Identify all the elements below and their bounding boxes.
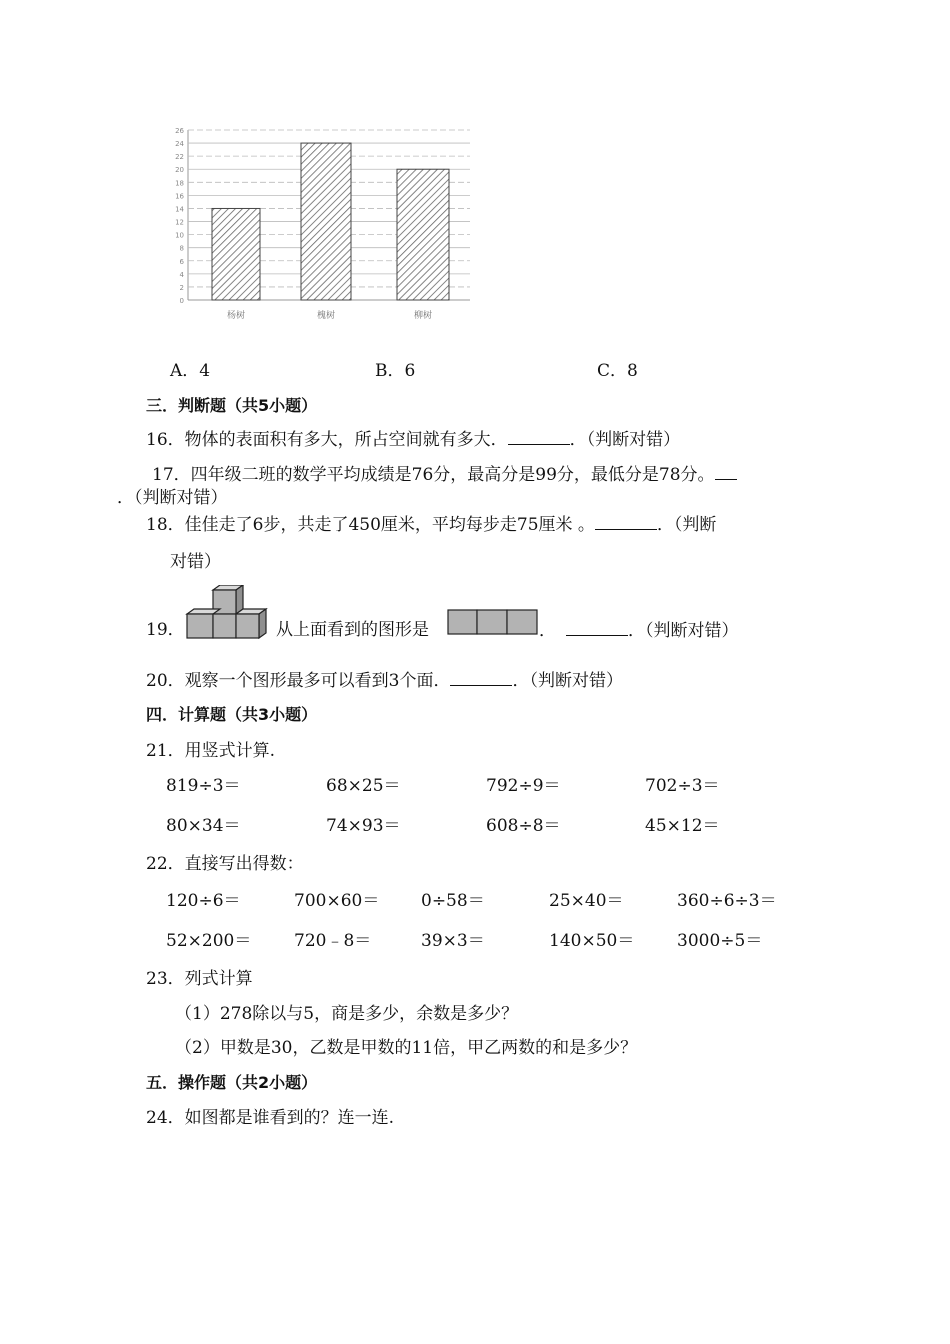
chart-bars: [212, 143, 449, 300]
q20-text: 20．观察一个图形最多可以看到3个面．: [146, 671, 451, 691]
cube-stack-figure: [184, 585, 274, 640]
q22-expr: 360÷6÷3＝: [677, 891, 777, 911]
chart-bar: [301, 143, 351, 300]
question-24: 24．如图都是谁看到的？连一连.: [146, 1108, 395, 1128]
chart-y-tick-label: 26: [175, 127, 184, 135]
q19-answer-blank[interactable]: [566, 619, 628, 636]
q17-text: 17．四年级二班的数学平均成绩是76分，最高分是99分，最低分是78分。: [152, 465, 715, 485]
q20-answer-blank[interactable]: [450, 669, 512, 686]
q18-line2: 对错）: [170, 552, 221, 572]
q23-label: 23．列式计算: [146, 969, 253, 989]
q21-label: 21．用竖式计算.: [146, 741, 276, 761]
question-17: [152, 463, 737, 486]
top-view-figure: [447, 609, 539, 636]
q21-expr: 608÷8＝: [486, 816, 561, 836]
q22-expr: 700×60＝: [294, 891, 380, 911]
section-4-title: 四．计算题（共3小题）: [146, 705, 318, 724]
chart-y-tick-label: 12: [175, 218, 184, 227]
chart-y-tick-label: 8: [179, 244, 184, 253]
q16-tail: ．（判断对错）: [569, 430, 681, 450]
chart-y-tick-label: 16: [175, 192, 184, 201]
q22-label: 22．直接写出得数：: [146, 854, 304, 874]
chart-y-tick-label: 20: [175, 166, 184, 175]
chart-y-tick-label: 24: [175, 140, 184, 149]
chart-category-label: 槐树: [316, 311, 336, 321]
chart-y-tick-label: 0: [179, 297, 184, 305]
chart-y-tick-label: 22: [175, 153, 184, 162]
tree-bar-chart: [170, 125, 480, 330]
q23-part-2: （2）甲数是30，乙数是甲数的11倍，甲乙两数的和是多少？: [175, 1038, 638, 1058]
q23-part-1: （1）278除以与5，商是多少，余数是多少？: [175, 1004, 519, 1024]
q19-number: 19．: [146, 620, 185, 640]
section-3-title: 三．判断题（共5小题）: [146, 396, 318, 415]
q22-expr: 120÷6＝: [166, 891, 241, 911]
q18-line1-tail: ．（判断: [656, 515, 717, 535]
chart-category-labels: [227, 309, 432, 321]
q20-tail: ．（判断对错）: [512, 671, 623, 691]
chart-y-tick-label: 4: [179, 270, 184, 279]
chart-category-label: 杨树: [226, 311, 246, 321]
q22-expr: 140×50＝: [549, 931, 635, 951]
q22-expr: 39×3＝: [421, 931, 485, 951]
q17-answer-blank[interactable]: [715, 463, 737, 480]
q17-tail: ．（判断对错）: [117, 488, 228, 508]
question-16: [146, 428, 680, 451]
chart-y-tick-label: 14: [175, 205, 184, 214]
q22-expr: 25×40＝: [549, 891, 624, 911]
q16-answer-blank[interactable]: [508, 428, 570, 445]
q22-expr: 720﹣8＝: [294, 931, 372, 951]
q21-expr: 792÷9＝: [486, 776, 561, 796]
q21-expr: 702÷3＝: [645, 776, 720, 796]
chart-bar: [397, 169, 449, 300]
q16-text: 16．物体的表面积有多大，所占空间就有多大．: [146, 430, 508, 450]
q21-expr: 819÷3＝: [166, 776, 241, 796]
option-a: A．4: [170, 361, 211, 381]
option-c: C．8: [597, 361, 638, 381]
q18-answer-blank[interactable]: [595, 513, 657, 530]
question-17-cont: [117, 487, 228, 509]
chart-y-tick-label: 18: [175, 179, 184, 188]
q21-expr: 68×25＝: [326, 776, 401, 796]
option-b: B．6: [375, 361, 416, 381]
q22-expr: 52×200＝: [166, 931, 252, 951]
question-19-tail: [539, 619, 739, 642]
question-20: [146, 669, 623, 692]
q18-line1: 18．佳佳走了6步，共走了450厘米，平均每步走75厘米 。: [146, 515, 595, 535]
q19-sep: ．: [539, 621, 556, 641]
chart-y-tick-label: 2: [179, 283, 184, 292]
chart-category-label: 柳树: [413, 311, 433, 321]
q19-mid-text: 从上面看到的图形是: [276, 620, 429, 640]
q21-expr: 45×12＝: [645, 816, 720, 836]
q19-tail: ．（判断对错）: [628, 621, 739, 641]
chart-y-tick-label: 10: [175, 231, 184, 240]
q22-expr: 0÷58＝: [421, 891, 485, 911]
section-5-title: 五．操作题（共2小题）: [146, 1073, 318, 1092]
q21-expr: 74×93＝: [326, 816, 401, 836]
chart-y-ticks: [175, 127, 184, 305]
q21-expr: 80×34＝: [166, 816, 241, 836]
chart-y-tick-label: 6: [179, 257, 184, 266]
q22-expr: 3000÷5＝: [677, 931, 763, 951]
question-18: [146, 513, 716, 536]
chart-bar: [212, 208, 260, 300]
